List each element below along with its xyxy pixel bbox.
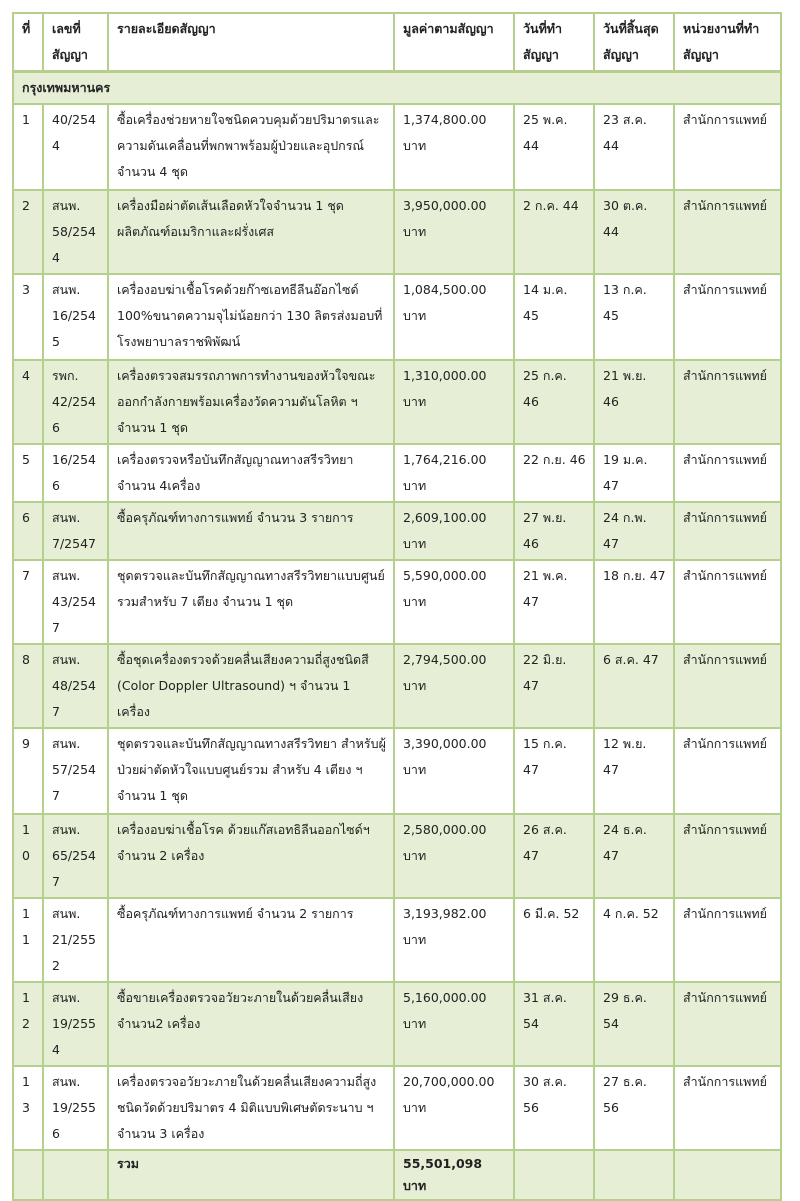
total-value: 55,501,098 บาท [394, 1150, 514, 1200]
empty-cell [674, 1150, 781, 1200]
contract-no: สนพ. 57/2547 [43, 728, 108, 814]
start-date: 26 ส.ค. 47 [514, 814, 594, 898]
start-date: 21 พ.ค. 47 [514, 560, 594, 644]
row-no: 6 [13, 502, 43, 560]
contract-value: 1,374,800.00 บาท [394, 104, 514, 190]
total-row [13, 1150, 781, 1200]
empty-cell [594, 1150, 674, 1200]
contract-details: เครื่องตรวจหรือบันทึกสัญญาณทางสรีรวิทยา จำนวน 4เครื่อง [108, 444, 394, 502]
contract-value: 2,794,500.00 บาท [394, 644, 514, 728]
section-title: กรุงเทพมหานคร [13, 72, 781, 105]
agency: สำนักการแพทย์ [674, 982, 781, 1066]
header-end-date: วันที่สิ้นสุดสัญญา [594, 13, 674, 72]
contract-no: สนพ. 58/2544 [43, 190, 108, 274]
row-no: 3 [13, 274, 43, 360]
agency: สำนักการแพทย์ [674, 644, 781, 728]
agency: สำนักการแพทย์ [674, 104, 781, 190]
contract-details: ซื้อชุดเครื่องตรวจด้วยคลื่นเสียงความถี่สูงชนิดสี (Color Doppler Ultrasound) ฯ จำนวน 1 เครื่อง [108, 644, 394, 728]
contract-value: 1,764,216.00 บาท [394, 444, 514, 502]
end-date: 27 ธ.ค. 56 [594, 1066, 674, 1150]
row-no: 4 [13, 360, 43, 444]
table-row [13, 360, 781, 444]
agency: สำนักการแพทย์ [674, 274, 781, 360]
table-row [13, 274, 781, 360]
contract-no: สนพ. 7/2547 [43, 502, 108, 560]
end-date: 19 ม.ค. 47 [594, 444, 674, 502]
contract-no: สนพ. 19/2556 [43, 1066, 108, 1150]
agency: สำนักการแพทย์ [674, 1066, 781, 1150]
table-row [13, 104, 781, 190]
start-date: 25 พ.ค. 44 [514, 104, 594, 190]
contract-details: เครื่องตรวจสมรรถภาพการทำงานของหัวใจขณะออกกำลังกายพร้อมเครื่องวัดความดันโลหิต ฯ จำนวน 1 ชุด [108, 360, 394, 444]
contract-no: รพก. 42/2546 [43, 360, 108, 444]
table-row [13, 644, 781, 728]
end-date: 24 ธ.ค. 47 [594, 814, 674, 898]
table-row [13, 898, 781, 982]
contract-details: เครื่องตรวจอวัยวะภายในด้วยคลื่นเสียงความถี่สูงชนิดวัดด้วยปริมาตร 4 มิติแบบพิเศษตัดระนาบ ฯ จำนวน 3 เครื่อง [108, 1066, 394, 1150]
end-date: 13 ก.ค. 45 [594, 274, 674, 360]
end-date: 30 ต.ค. 44 [594, 190, 674, 274]
agency: สำนักการแพทย์ [674, 502, 781, 560]
row-no: 11 [13, 898, 43, 982]
start-date: 15 ก.ค. 47 [514, 728, 594, 814]
contract-value: 1,310,000.00 บาท [394, 360, 514, 444]
start-date: 25 ก.ค. 46 [514, 360, 594, 444]
row-no: 5 [13, 444, 43, 502]
agency: สำนักการแพทย์ [674, 444, 781, 502]
agency: สำนักการแพทย์ [674, 898, 781, 982]
contract-no: สนพ. 19/2554 [43, 982, 108, 1066]
end-date: 24 ก.พ. 47 [594, 502, 674, 560]
start-date: 22 มิ.ย. 47 [514, 644, 594, 728]
section-row [13, 72, 781, 105]
contract-no: สนพ. 48/2547 [43, 644, 108, 728]
contract-details: เครื่องมือผ่าตัดเส้นเลือดหัวใจจำนวน 1 ชุด ผลิตภัณฑ์อเมริกาและฝรั่งเศส [108, 190, 394, 274]
contract-no: 40/2544 [43, 104, 108, 190]
contract-no: สนพ. 16/2545 [43, 274, 108, 360]
row-no: 2 [13, 190, 43, 274]
contract-value: 2,609,100.00 บาท [394, 502, 514, 560]
agency: สำนักการแพทย์ [674, 360, 781, 444]
row-no: 8 [13, 644, 43, 728]
end-date: 4 ก.ค. 52 [594, 898, 674, 982]
contract-value: 2,580,000.00 บาท [394, 814, 514, 898]
contract-value: 3,950,000.00 บาท [394, 190, 514, 274]
contract-no: 16/2546 [43, 444, 108, 502]
header-row [13, 13, 781, 72]
table-row [13, 728, 781, 814]
table-row [13, 190, 781, 274]
header-contract-no: เลขที่สัญญา [43, 13, 108, 72]
table-row [13, 444, 781, 502]
contract-no: สนพ. 43/2547 [43, 560, 108, 644]
contract-details: ซื้อครุภัณฑ์ทางการแพทย์ จำนวน 3 รายการ [108, 502, 394, 560]
end-date: 21 พ.ย. 46 [594, 360, 674, 444]
start-date: 2 ก.ค. 44 [514, 190, 594, 274]
start-date: 27 พ.ย. 46 [514, 502, 594, 560]
agency: สำนักการแพทย์ [674, 814, 781, 898]
end-date: 6 ส.ค. 47 [594, 644, 674, 728]
contract-value: 5,590,000.00 บาท [394, 560, 514, 644]
table-row [13, 982, 781, 1066]
contract-value: 20,700,000.00 บาท [394, 1066, 514, 1150]
empty-cell [43, 1150, 108, 1200]
table-row [13, 560, 781, 644]
contract-value: 3,193,982.00 บาท [394, 898, 514, 982]
start-date: 30 ส.ค. 56 [514, 1066, 594, 1150]
row-no: 13 [13, 1066, 43, 1150]
contract-value: 1,084,500.00 บาท [394, 274, 514, 360]
contract-no: สนพ. 21/2552 [43, 898, 108, 982]
header-details: รายละเอียดสัญญา [108, 13, 394, 72]
table-row [13, 1066, 781, 1150]
start-date: 6 มี.ค. 52 [514, 898, 594, 982]
row-no: 10 [13, 814, 43, 898]
start-date: 22 ก.ย. 46 [514, 444, 594, 502]
contract-details: ซื้อเครื่องช่วยหายใจชนิดควบคุมด้วยปริมาตรและความดันเคลื่อนที่พกพาพร้อมผู้ป่วยและอุปกรณ์ จำนวน 4 ชุด [108, 104, 394, 190]
agency: สำนักการแพทย์ [674, 190, 781, 274]
contract-no: สนพ. 65/2547 [43, 814, 108, 898]
agency: สำนักการแพทย์ [674, 728, 781, 814]
end-date: 12 พ.ย. 47 [594, 728, 674, 814]
contract-details: เครื่องอบฆ่าเชื้อโรคด้วยก๊าซเอทธีลีนอ๊อกไซด์ 100%ขนาดความจุไม่น้อยกว่า 130 ลิตรส่งมอบที่โรงพยาบาลราชพิพัฒน์ [108, 274, 394, 360]
table-row [13, 502, 781, 560]
contract-details: ชุดตรวจและบันทึกสัญญาณทางสรีรวิทยา สำหรับผู้ป่วยผ่าตัดหัวใจแบบศูนย์รวม สำหรับ 4 เตียง ฯ จำนวน 1 ชุด [108, 728, 394, 814]
table-row [13, 814, 781, 898]
contracts-table [12, 12, 782, 1201]
header-value: มูลค่าตามสัญญา [394, 13, 514, 72]
row-no: 1 [13, 104, 43, 190]
contract-details: ชุดตรวจและบันทึกสัญญาณทางสรีรวิทยาแบบศูนย์รวมสำหรับ 7 เตียง จำนวน 1 ชุด [108, 560, 394, 644]
start-date: 31 ส.ค. 54 [514, 982, 594, 1066]
empty-cell [13, 1150, 43, 1200]
row-no: 7 [13, 560, 43, 644]
header-agency: หน่วยงานที่ทำสัญญา [674, 13, 781, 72]
row-no: 12 [13, 982, 43, 1066]
contract-details: ซื้อครุภัณฑ์ทางการแพทย์ จำนวน 2 รายการ [108, 898, 394, 982]
end-date: 23 ส.ค. 44 [594, 104, 674, 190]
total-label: รวม [108, 1150, 394, 1200]
end-date: 18 ก.ย. 47 [594, 560, 674, 644]
header-start-date: วันที่ทำสัญญา [514, 13, 594, 72]
end-date: 29 ธ.ค. 54 [594, 982, 674, 1066]
contract-details: ซื้อขายเครื่องตรวจอวัยวะภายในด้วยคลื่นเสียง จำนวน2 เครื่อง [108, 982, 394, 1066]
contract-value: 3,390,000.00 บาท [394, 728, 514, 814]
agency: สำนักการแพทย์ [674, 560, 781, 644]
contract-details: เครื่องอบฆ่าเชื้อโรค ด้วยแก๊สเอทธิลีนออกไซด์ฯ จำนวน 2 เครื่อง [108, 814, 394, 898]
header-no: ที่ [13, 13, 43, 72]
row-no: 9 [13, 728, 43, 814]
start-date: 14 ม.ค. 45 [514, 274, 594, 360]
contract-value: 5,160,000.00 บาท [394, 982, 514, 1066]
empty-cell [514, 1150, 594, 1200]
